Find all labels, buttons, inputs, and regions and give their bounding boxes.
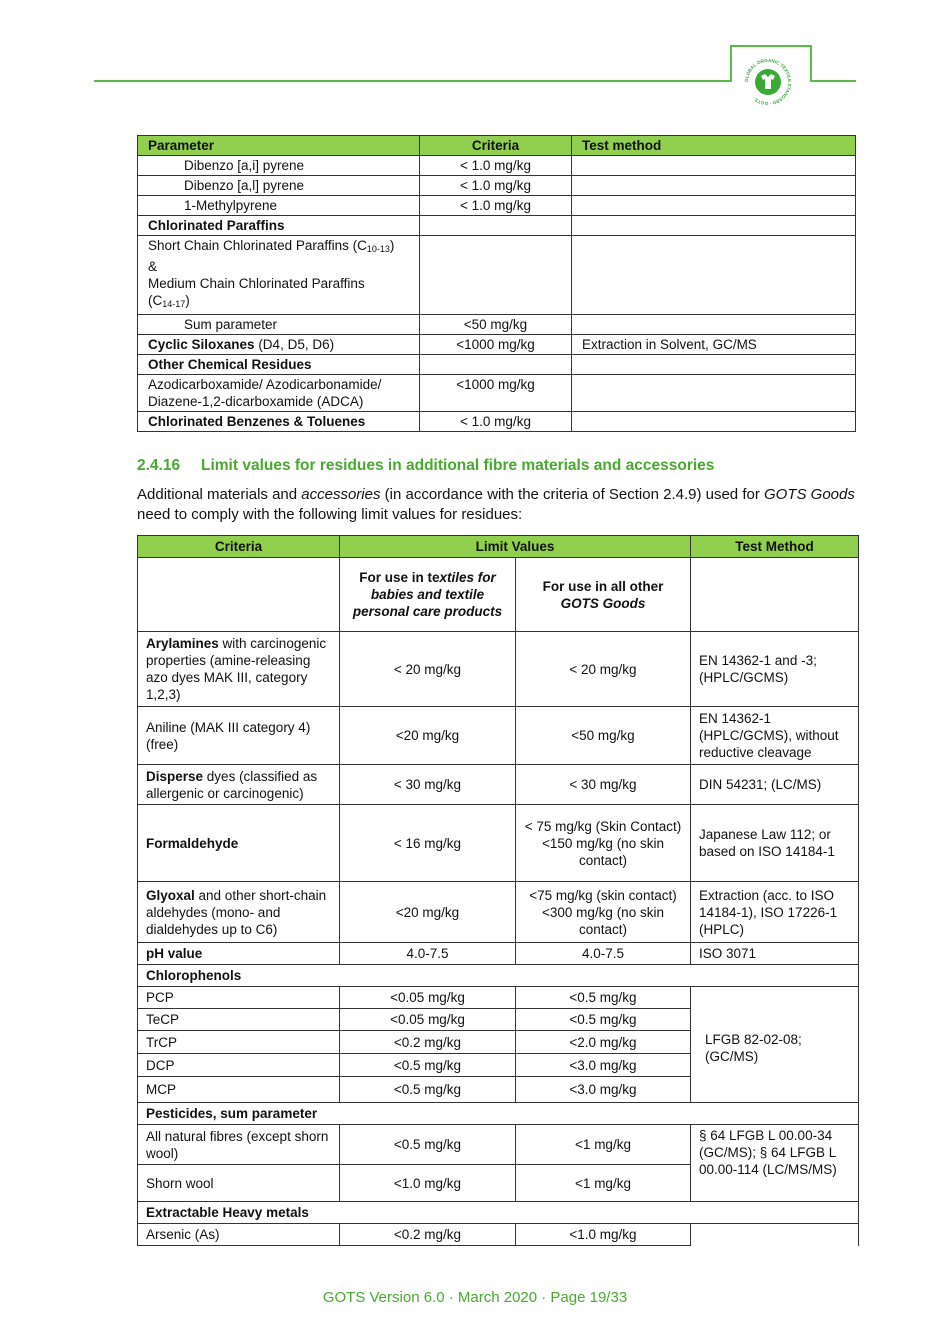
table-row-group-heading: Chlorophenols <box>138 965 859 987</box>
table-row-group-heading: Pesticides, sum parameter <box>138 1103 859 1125</box>
table-row: PCP <0.05 mg/kg <0.5 mg/kg LFGB 82-02-08; (GC/MS) <box>138 987 859 1009</box>
header-rule-left <box>94 80 732 82</box>
column-header-limit-values: Limit Values <box>340 536 691 558</box>
table-row: Glyoxal and other short-chain aldehydes (mono- and dialdehydes up to C6) <20 mg/kg <75 mg/kg (skin contact) <300 mg/kg (no skin contact) Extraction (acc. to ISO 14184-1), ISO 17226-1 (HPLC) <box>138 882 859 943</box>
table-row-group-heading: Other Chemical Residues <box>138 355 856 375</box>
table-subheader-row <box>138 558 859 632</box>
table-row: pH value 4.0-7.5 4.0-7.5 ISO 3071 <box>138 943 859 965</box>
table-row: Shorn wool <1.0 mg/kg <1 mg/kg <box>138 1165 859 1202</box>
table-row: Formaldehyde < 16 mg/kg < 75 mg/kg (Skin Contact) <150 mg/kg (no skin contact) Japanese Law 112; or based on ISO 14184-1 <box>138 805 859 882</box>
table-row: Dibenzo [a,i] pyrene < 1.0 mg/kg <box>138 156 856 176</box>
subheader-other-goods: For use in all other GOTS Goods <box>516 558 691 632</box>
subheader-babies: For use in textiles for babies and textile personal care products <box>340 558 516 632</box>
table-row: All natural fibres (except shorn wool) <0.5 mg/kg <1 mg/kg § 64 LFGB L 00.00-34 (GC/MS); § 64 LFGB L 00.00-114 (LC/MS/MS) <box>138 1125 859 1165</box>
page-footer: GOTS Version 6.0 · March 2020 · Page 19/33 <box>322 1289 628 1306</box>
table-row: Sum parameter <50 mg/kg <box>138 315 856 335</box>
section-number: 2.4.16 <box>137 457 181 474</box>
pesticides-method-cell: § 64 LFGB L 00.00-34 (GC/MS); § 64 LFGB L 00.00-114 (LC/MS/MS) <box>691 1125 859 1202</box>
table-row: Arsenic (As) <0.2 mg/kg <1.0 mg/kg <box>138 1224 859 1246</box>
table-row: Arylamines with carcinogenic properties (amine-releasing azo dyes MAK III, category 1,2,3) < 20 mg/kg < 20 mg/kg EN 14362-1 and -3; (HPLC/GCMS) <box>138 632 859 707</box>
column-header-test-method: Test method <box>572 136 856 156</box>
chlorinated-paraffins-cell: Short Chain Chlorinated Paraffins $(C_{10-13})$ & Medium Chain Chlorinated Paraffins $(C_{14-17})$ <box>138 236 420 315</box>
column-header-criteria: Criteria <box>138 536 340 558</box>
chlorophenols-method-cell: LFGB 82-02-08; (GC/MS) <box>691 987 859 1103</box>
table-row-group-heading: Chlorinated Paraffins <box>138 216 856 236</box>
svg-text:GLOBAL ORGANIC TEXTILE STANDAR: GLOBAL ORGANIC TEXTILE STANDARD · GOTS · <box>743 57 793 107</box>
table-row: TeCP <0.05 mg/kg <0.5 mg/kg <box>138 1009 859 1031</box>
column-header-criteria: Criteria <box>420 136 572 156</box>
table-row: Disperse dyes (classified as allergenic or carcinogenic) < 30 mg/kg < 30 mg/kg DIN 54231; (LC/MS) <box>138 765 859 805</box>
table-row: Chlorinated Benzenes & Toluenes < 1.0 mg/kg <box>138 412 856 432</box>
table-row: 1-Methylpyrene < 1.0 mg/kg <box>138 196 856 216</box>
limit-values-table <box>137 535 859 1246</box>
table-row-group-heading: Extractable Heavy metals <box>138 1202 859 1224</box>
residue-parameters-table <box>137 135 856 432</box>
header-rule-right <box>810 80 856 82</box>
table-row <box>138 236 856 315</box>
table-row: Dibenzo [a,l] pyrene < 1.0 mg/kg <box>138 176 856 196</box>
table-row: DCP <0.5 mg/kg <3.0 mg/kg <box>138 1054 859 1077</box>
section-heading <box>137 457 714 475</box>
column-header-parameter: Parameter <box>138 136 420 156</box>
section-title: Limit values for residues in additional fibre materials and accessories <box>201 457 715 474</box>
gots-logo <box>742 56 794 108</box>
table-row: TrCP <0.2 mg/kg <2.0 mg/kg <box>138 1031 859 1054</box>
table-row: Azodicarboxamide/ Azodicarbonamide/ Diazene-1,2-dicarboxamide (ADCA) <1000 mg/kg <box>138 375 856 412</box>
column-header-test-method: Test Method <box>691 536 859 558</box>
table-row: MCP <0.5 mg/kg <3.0 mg/kg <box>138 1077 859 1103</box>
section-intro: Additional materials and accessories (in accordance with the criteria of Section 2.4.9) used for GOTS Goods need to comply with the following limit values for residues: <box>137 486 855 523</box>
table-row: Aniline (MAK III category 4) (free) <20 mg/kg <50 mg/kg EN 14362-1 (HPLC/GCMS), without reductive cleavage <box>138 707 859 765</box>
table-row: Cyclic Siloxanes (D4, D5, D6) <1000 mg/kg Extraction in Solvent, GC/MS <box>138 335 856 355</box>
